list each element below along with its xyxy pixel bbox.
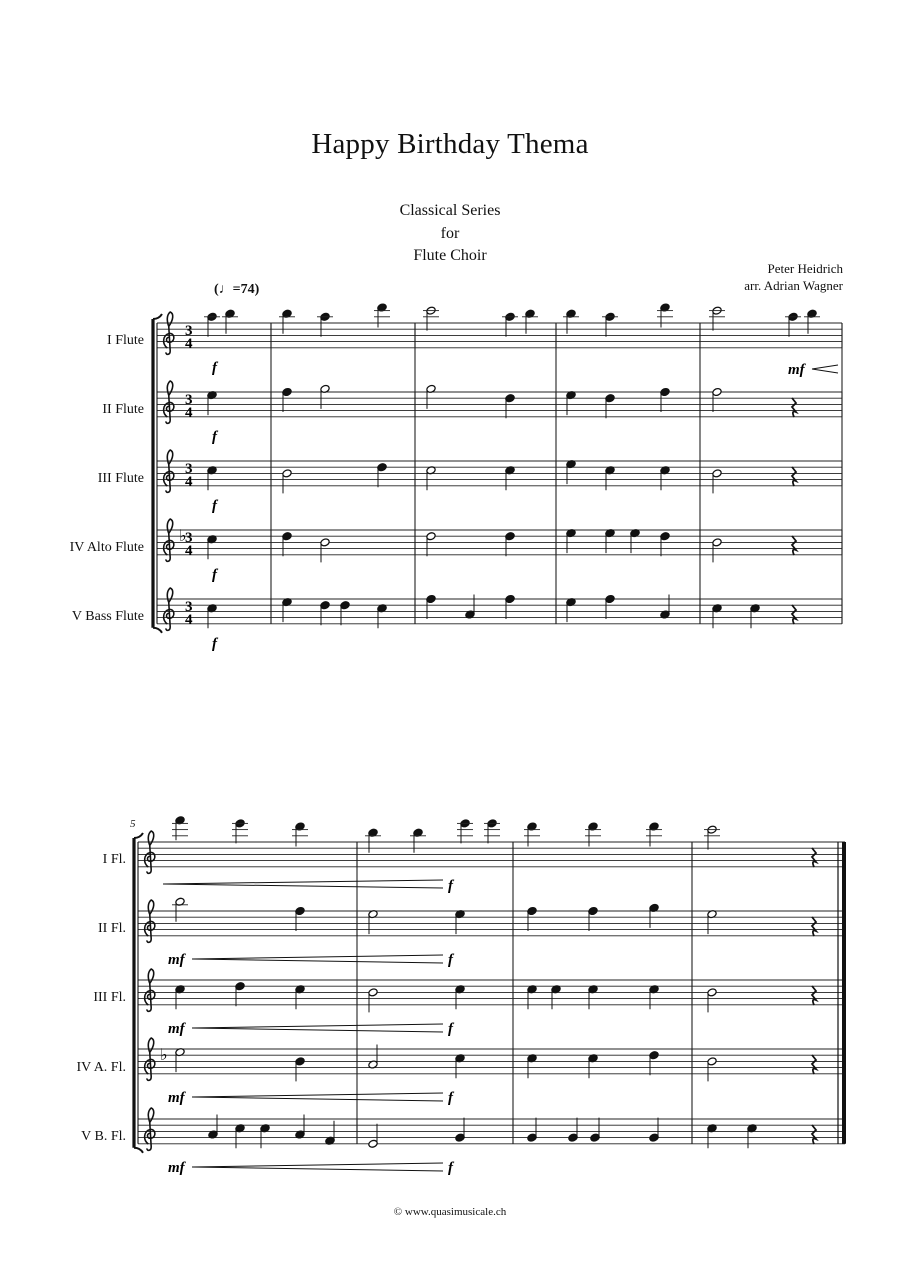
instrument-label-flute-1: I Flute	[107, 333, 144, 348]
quarter-rest	[792, 398, 796, 417]
time-signature-bottom: 4	[185, 612, 193, 628]
dynamic-forte: f	[212, 360, 217, 376]
system-2-staves	[134, 831, 845, 1153]
composer-credit: Peter Heidrich	[767, 261, 843, 276]
system-1-staves	[153, 312, 842, 633]
bracket-hook-top	[134, 833, 143, 838]
time-signature-top: 3	[185, 392, 193, 408]
quarter-rest	[792, 605, 796, 624]
tempo-marking: (♩=74)	[214, 282, 260, 297]
dynamic-forte: f	[212, 429, 217, 445]
key-flat: ♭	[160, 1045, 168, 1064]
time-signature-top: 3	[185, 323, 193, 339]
time-signature-bottom: 4	[185, 474, 193, 490]
instrument-label-a-fl: IV A. Fl.	[76, 1060, 126, 1075]
dynamic-mezzo-forte: mf	[168, 952, 185, 968]
time-signature-bottom: 4	[185, 543, 193, 559]
instrument-label-alto-flute: IV Alto Flute	[69, 540, 144, 555]
dynamic-mezzo-forte: mf	[168, 1090, 185, 1106]
crescendo-hairpin	[192, 1028, 443, 1032]
score-title: Happy Birthday Thema	[311, 128, 589, 160]
bracket-hook-bottom	[153, 628, 162, 633]
subtitle-line-1: Classical Series	[399, 202, 501, 219]
crescendo-hairpin	[192, 959, 443, 963]
dynamic-forte: f	[448, 1160, 453, 1176]
dynamic-forte: f	[212, 567, 217, 583]
crescendo-hairpin	[192, 1024, 443, 1028]
crescendo-hairpin	[812, 369, 838, 373]
subtitle-line-3: Flute Choir	[413, 247, 487, 264]
crescendo-hairpin	[163, 884, 443, 888]
quarter-rest	[792, 467, 796, 486]
dynamic-forte: f	[448, 1090, 453, 1106]
instrument-label-b-fl: V B. Fl.	[81, 1129, 126, 1144]
crescendo-hairpin	[192, 955, 443, 959]
bracket-hook-top	[153, 314, 162, 319]
quarter-rest	[792, 536, 796, 555]
time-signature-top: 3	[185, 461, 193, 477]
dynamic-mezzo-forte: mf	[788, 362, 805, 378]
time-signature-bottom: 4	[185, 405, 193, 421]
dynamic-mezzo-forte: mf	[168, 1160, 185, 1176]
dynamic-mezzo-forte: mf	[168, 1021, 185, 1037]
dynamic-forte: f	[448, 952, 453, 968]
instrument-label-fl-2: II Fl.	[98, 921, 126, 936]
dynamic-forte: f	[448, 1021, 453, 1037]
instrument-label-flute-3: III Flute	[97, 471, 144, 486]
instrument-label-bass-flute: V Bass Flute	[71, 609, 144, 624]
crescendo-hairpin	[192, 1097, 443, 1101]
time-signature-top: 3	[185, 599, 193, 615]
dynamic-forte: f	[212, 498, 217, 514]
time-signature-top: 3	[185, 530, 193, 546]
dynamic-marks	[163, 360, 838, 1176]
bracket-hook-bottom	[134, 1148, 143, 1153]
instrument-label-fl-1: I Fl.	[102, 852, 126, 867]
crescendo-hairpin	[192, 1093, 443, 1097]
copyright-footer: © www.quasimusicale.ch	[393, 1206, 507, 1218]
quarter-rest	[812, 917, 816, 936]
time-signature-bottom: 4	[185, 336, 193, 352]
measure-number: 5	[130, 818, 136, 830]
crescendo-hairpin	[192, 1163, 443, 1167]
quarter-rest	[812, 1055, 816, 1074]
key-flat: ♭	[179, 526, 187, 545]
instrument-label-flute-2: II Flute	[102, 402, 144, 417]
note-marks	[172, 303, 820, 1148]
subtitle-line-2: for	[440, 225, 460, 242]
quarter-rest	[812, 848, 816, 867]
crescendo-hairpin	[163, 880, 443, 884]
crescendo-hairpin	[192, 1167, 443, 1171]
crescendo-hairpin	[812, 365, 838, 369]
dynamic-forte: f	[212, 636, 217, 652]
dynamic-forte: f	[448, 878, 453, 894]
quarter-rest	[812, 1125, 816, 1144]
instrument-label-fl-3: III Fl.	[93, 990, 126, 1005]
quarter-rest	[812, 986, 816, 1005]
arranger-credit: arr. Adrian Wagner	[744, 278, 843, 293]
